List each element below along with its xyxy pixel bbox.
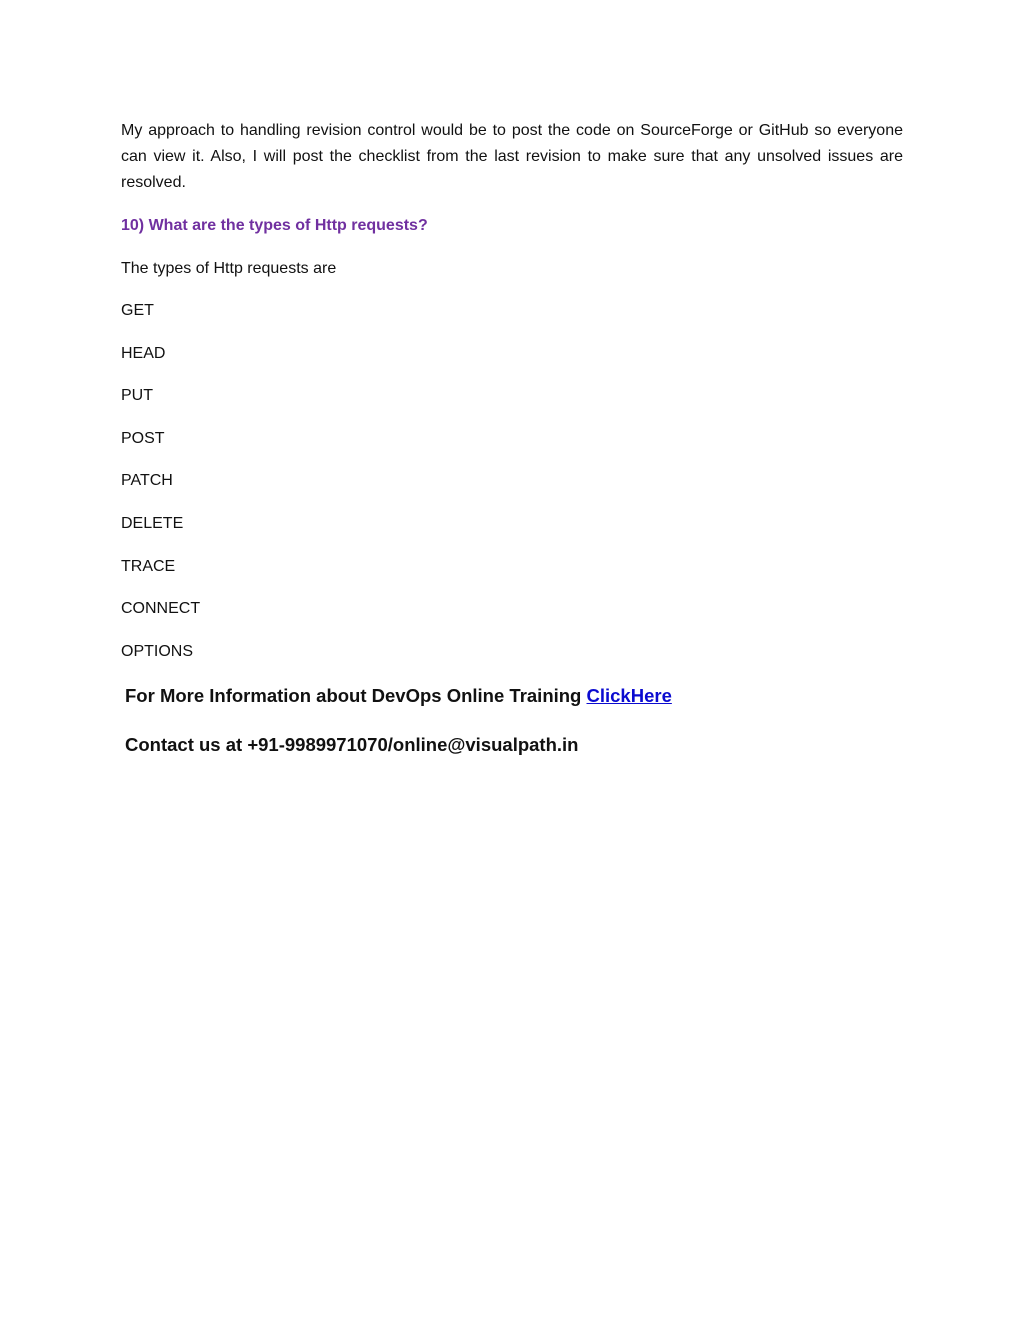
list-item-get: GET — [121, 302, 154, 319]
contact-line: Contact us at +91-9989971070/online@visualpath.in — [125, 734, 579, 755]
list-item-put: PUT — [121, 387, 153, 405]
more-info-text: For More Information about DevOps Online Training — [125, 685, 587, 706]
list-item-patch: PATCH — [121, 472, 173, 490]
question-heading: 10) What are the types of Http requests? — [121, 217, 428, 234]
list-item-trace: TRACE — [121, 557, 176, 575]
more-info-line — [125, 684, 672, 708]
document-page — [121, 118, 903, 755]
list-item-head: HEAD — [121, 344, 166, 362]
click-here-link[interactable]: ClickHere — [586, 685, 672, 706]
list-item-post: POST — [121, 429, 165, 447]
answer-intro: The types of Http requests are — [121, 260, 337, 277]
list-item-connect: CONNECT — [121, 600, 201, 618]
http-methods-list — [121, 301, 200, 684]
list-item-options: OPTIONS — [121, 642, 194, 660]
intro-paragraph: My approach to handling revision control would be to post the code on SourceForge or GitHub so everyone can view it. Also, I will post the checklist from the last revision to make sure that any unsolved issues are resolved. — [121, 122, 903, 191]
list-item-delete: DELETE — [121, 514, 184, 532]
